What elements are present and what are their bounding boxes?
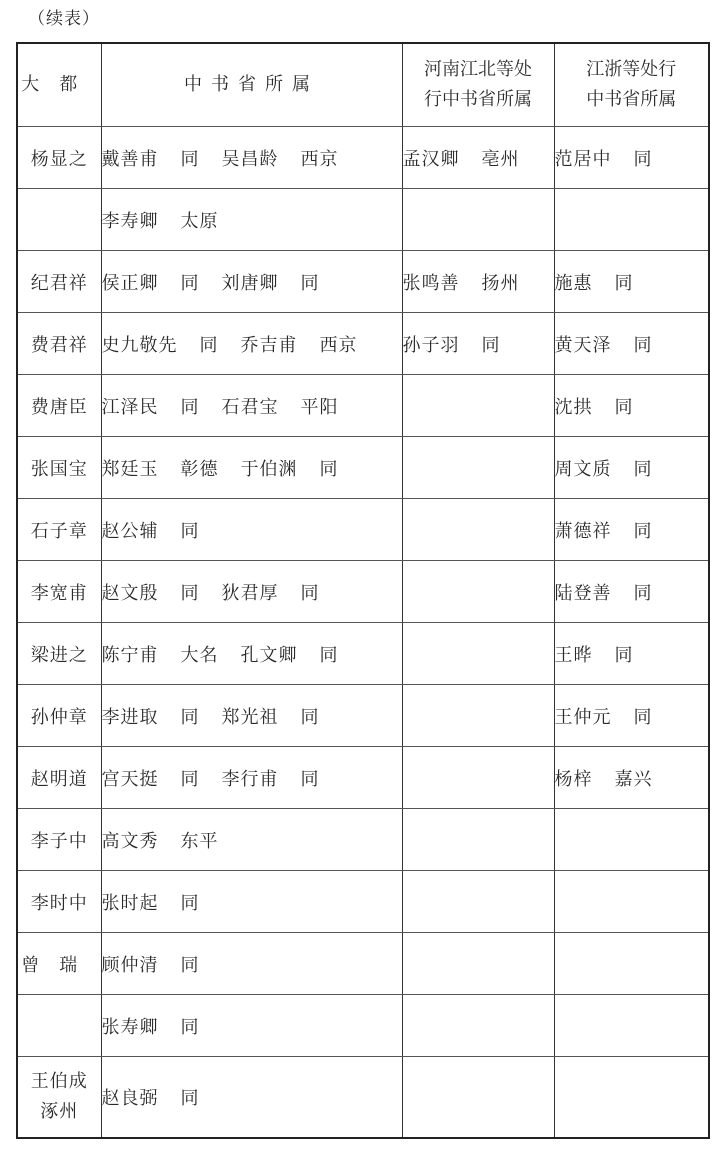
entry-text: 扬州 [481, 272, 520, 294]
cell-henan [402, 809, 554, 871]
entry-text: 郑廷玉 [101, 458, 159, 480]
cell-henan [402, 623, 554, 685]
cell-dadu [17, 809, 101, 871]
table-row [17, 685, 709, 747]
entry-text: 范居中 [554, 148, 612, 170]
cell-henan [402, 313, 554, 375]
entry-text: 同 [319, 458, 339, 480]
writer-name: 李时中 [30, 892, 88, 914]
entry-text: 狄君厚 [221, 582, 279, 604]
cell-henan [402, 747, 554, 809]
entry-text: 乔吉甫 [240, 334, 298, 356]
table-row [17, 437, 709, 499]
header-henan-line1: 河南江北等处 [424, 59, 532, 80]
table-row [17, 995, 709, 1057]
entry-text: 李行甫 [221, 768, 279, 790]
header-jiangzhe [554, 43, 709, 127]
writer-name: 李子中 [30, 830, 88, 852]
entry-text: 戴善甫 [101, 148, 159, 170]
header-henan-line2: 行中书省所属 [424, 89, 532, 110]
cell-henan [402, 499, 554, 561]
cell-dadu [17, 685, 101, 747]
writer-name: 张国宝 [30, 458, 88, 480]
writer-name: 曾瑞 [21, 954, 98, 976]
entry-text: 同 [180, 706, 200, 728]
writer-name: 梁进之 [30, 644, 88, 666]
entry-text: 同 [180, 1088, 200, 1109]
writer-name: 杨显之 [30, 148, 88, 170]
cell-zhongshu [101, 189, 402, 251]
entry-text: 同 [481, 334, 501, 356]
cell-zhongshu [101, 623, 402, 685]
entry-text: 同 [633, 334, 653, 356]
cell-jiangzhe [554, 871, 709, 933]
cell-jiangzhe [554, 747, 709, 809]
cell-henan [402, 189, 554, 251]
entry-text: 东平 [180, 830, 219, 852]
entry-text: 孟汉卿 [402, 148, 460, 170]
entry-text: 同 [614, 396, 634, 418]
cell-zhongshu [101, 685, 402, 747]
header-row [17, 43, 709, 127]
entry-text: 同 [180, 272, 200, 294]
writer-name: 王伯成 [30, 1071, 88, 1092]
entry-text: 孙子羽 [402, 334, 460, 356]
cell-dadu [17, 499, 101, 561]
table-row [17, 127, 709, 189]
entry-text: 同 [300, 272, 320, 294]
table-row [17, 933, 709, 995]
entry-text: 孔文卿 [240, 644, 298, 666]
cell-henan [402, 871, 554, 933]
writer-name: 石子章 [30, 520, 88, 542]
entry-text: 同 [180, 520, 200, 542]
cell-henan [402, 251, 554, 313]
cell-dadu [17, 933, 101, 995]
entry-text: 同 [633, 520, 653, 542]
table-row [17, 499, 709, 561]
entry-text: 刘唐卿 [221, 272, 279, 294]
header-jiangzhe-line2: 中书省所属 [586, 89, 677, 110]
entry-text: 同 [614, 272, 634, 294]
table-row [17, 561, 709, 623]
entry-text: 亳州 [481, 148, 520, 170]
entry-text: 同 [180, 582, 200, 604]
cell-zhongshu [101, 251, 402, 313]
header-dadu: 大都 [17, 43, 101, 127]
header-henan-jiangbei [402, 43, 554, 127]
table-row [17, 251, 709, 313]
cell-henan [402, 127, 554, 189]
entry-text: 张寿卿 [101, 1016, 159, 1038]
cell-zhongshu [101, 437, 402, 499]
entry-text: 黄天泽 [554, 334, 612, 356]
table-row [17, 871, 709, 933]
entry-text: 赵文殷 [101, 582, 159, 604]
entry-text: 同 [180, 892, 200, 914]
entry-text: 太原 [180, 210, 219, 232]
cell-dadu [17, 437, 101, 499]
entry-text: 同 [633, 148, 653, 170]
cell-henan [402, 685, 554, 747]
playwright-region-table [16, 42, 710, 1139]
cell-zhongshu [101, 809, 402, 871]
entry-text: 同 [319, 644, 339, 666]
entry-text: 同 [180, 954, 200, 976]
cell-zhongshu [101, 933, 402, 995]
writer-name: 费唐臣 [30, 396, 88, 418]
writer-name: 费君祥 [30, 334, 88, 356]
cell-dadu [17, 995, 101, 1057]
table-body [17, 127, 709, 1139]
writer-name: 涿州 [40, 1101, 79, 1122]
entry-text: 郑光祖 [221, 706, 279, 728]
cell-jiangzhe [554, 995, 709, 1057]
cell-jiangzhe [554, 437, 709, 499]
entry-text: 同 [300, 582, 320, 604]
table-row [17, 189, 709, 251]
entry-text: 同 [633, 458, 653, 480]
cell-zhongshu [101, 313, 402, 375]
entry-text: 杨梓 [554, 768, 593, 790]
entry-text: 同 [180, 148, 200, 170]
entry-text: 顾仲清 [101, 954, 159, 976]
entry-text: 李进取 [101, 706, 159, 728]
cell-jiangzhe [554, 809, 709, 871]
header-jiangzhe-line1: 江浙等处行 [586, 59, 677, 80]
cell-jiangzhe [554, 313, 709, 375]
table-row [17, 375, 709, 437]
cell-jiangzhe [554, 561, 709, 623]
table-row [17, 313, 709, 375]
writer-name: 赵明道 [30, 768, 88, 790]
entry-text: 同 [180, 1016, 200, 1038]
entry-text: 西京 [319, 334, 358, 356]
cell-henan [402, 995, 554, 1057]
cell-zhongshu [101, 995, 402, 1057]
cell-dadu [17, 747, 101, 809]
cell-zhongshu [101, 499, 402, 561]
entry-text: 同 [300, 706, 320, 728]
entry-text: 同 [614, 644, 634, 666]
entry-text: 大名 [180, 644, 219, 666]
cell-jiangzhe [554, 375, 709, 437]
entry-text: 彰德 [180, 458, 219, 480]
entry-text: 吴昌龄 [221, 148, 279, 170]
entry-text: 石君宝 [221, 396, 279, 418]
cell-jiangzhe [554, 499, 709, 561]
cell-dadu [17, 251, 101, 313]
cell-jiangzhe [554, 1057, 709, 1139]
writer-name: 孙仲章 [30, 706, 88, 728]
cell-jiangzhe [554, 127, 709, 189]
cell-henan [402, 561, 554, 623]
entry-text: 王仲元 [554, 706, 612, 728]
entry-text: 萧德祥 [554, 520, 612, 542]
entry-text: 张鸣善 [402, 272, 460, 294]
cell-henan [402, 437, 554, 499]
cell-henan [402, 1057, 554, 1139]
cell-zhongshu [101, 375, 402, 437]
entry-text: 同 [633, 582, 653, 604]
entry-text: 嘉兴 [614, 768, 653, 790]
cell-zhongshu [101, 747, 402, 809]
cell-henan [402, 375, 554, 437]
table-row [17, 809, 709, 871]
cell-zhongshu [101, 561, 402, 623]
cell-dadu [17, 313, 101, 375]
entry-text: 陆登善 [554, 582, 612, 604]
cell-dadu [17, 127, 101, 189]
entry-text: 张时起 [101, 892, 159, 914]
entry-text: 同 [300, 768, 320, 790]
entry-text: 侯正卿 [101, 272, 159, 294]
cell-jiangzhe [554, 623, 709, 685]
cell-dadu [17, 623, 101, 685]
entry-text: 同 [633, 706, 653, 728]
table-row [17, 623, 709, 685]
cell-jiangzhe [554, 251, 709, 313]
entry-text: 陈宁甫 [101, 644, 159, 666]
cell-dadu [17, 375, 101, 437]
entry-text: 同 [180, 396, 200, 418]
cell-zhongshu [101, 871, 402, 933]
entry-text: 赵良弼 [101, 1088, 159, 1109]
entry-text: 同 [180, 768, 200, 790]
cell-dadu [17, 561, 101, 623]
entry-text: 史九敬先 [101, 334, 178, 356]
cell-dadu [17, 871, 101, 933]
entry-text: 赵公辅 [101, 520, 159, 542]
entry-text: 于伯渊 [240, 458, 298, 480]
table-row [17, 1057, 709, 1139]
entry-text: 江泽民 [101, 396, 159, 418]
entry-text: 王晔 [554, 644, 593, 666]
entry-text: 周文质 [554, 458, 612, 480]
entry-text: 平阳 [300, 396, 339, 418]
entry-text: 李寿卿 [101, 210, 159, 232]
cell-zhongshu [101, 127, 402, 189]
cell-zhongshu [101, 1057, 402, 1139]
table-continuation-caption: （续表） [28, 9, 100, 29]
entry-text: 宫天挺 [101, 768, 159, 790]
entry-text: 同 [199, 334, 219, 356]
entry-text: 施惠 [554, 272, 593, 294]
cell-dadu [17, 1057, 101, 1139]
cell-henan [402, 933, 554, 995]
cell-jiangzhe [554, 189, 709, 251]
cell-jiangzhe [554, 933, 709, 995]
cell-dadu [17, 189, 101, 251]
writer-name: 李宽甫 [30, 582, 88, 604]
entry-text: 高文秀 [101, 830, 159, 852]
entry-text: 西京 [300, 148, 339, 170]
writer-name: 纪君祥 [30, 272, 88, 294]
entry-text: 沈拱 [554, 396, 593, 418]
table-row [17, 747, 709, 809]
cell-jiangzhe [554, 685, 709, 747]
header-zhongshusheng: 中书省所属 [101, 43, 402, 127]
